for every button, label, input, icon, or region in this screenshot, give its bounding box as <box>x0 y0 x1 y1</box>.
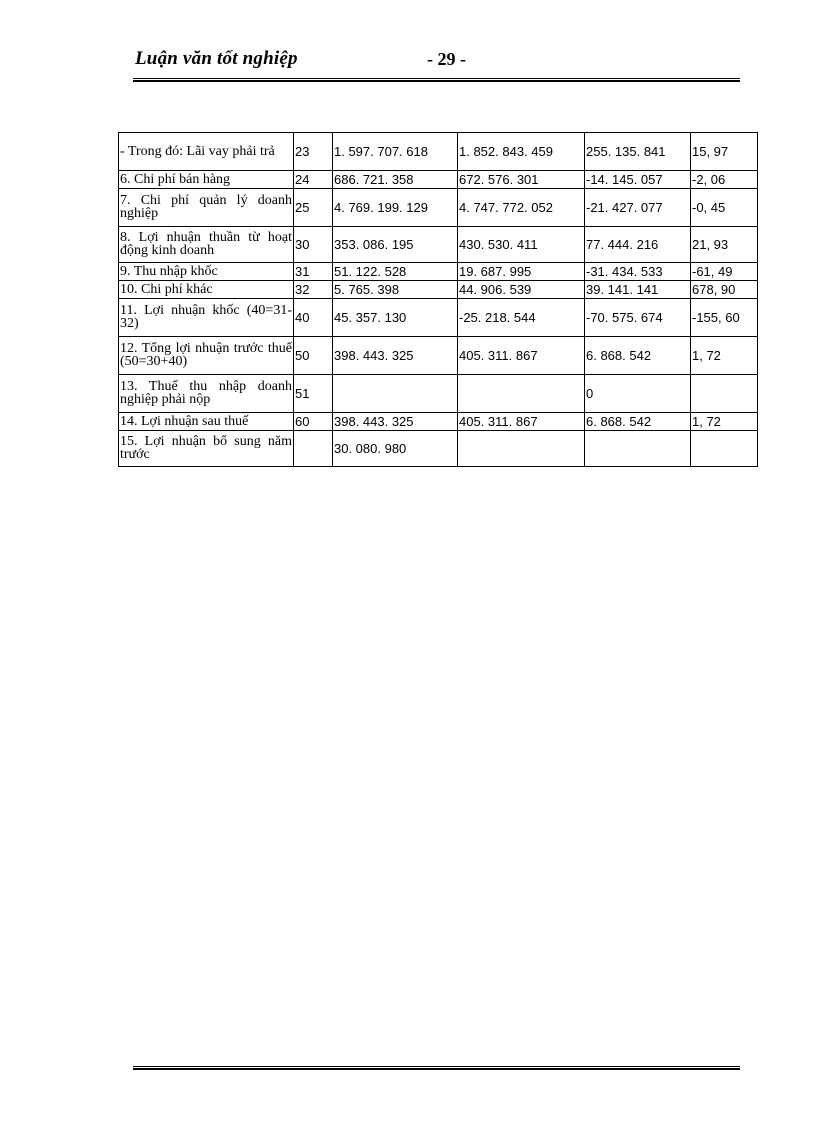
row-label: 7. Chi phí quản lý doanh nghiệp <box>119 189 294 227</box>
row-value-year1: 30. 080. 980 <box>333 431 458 467</box>
row-code <box>294 431 333 467</box>
footer-rule <box>133 1066 740 1070</box>
row-percent: 1, 72 <box>691 337 758 375</box>
table-row <box>119 431 758 467</box>
row-difference: -70. 575. 674 <box>585 299 691 337</box>
row-value-year2 <box>458 431 585 467</box>
row-label: 15. Lợi nhuận bổ sung năm trước <box>119 431 294 467</box>
table-row <box>119 133 758 171</box>
row-value-year2: 4. 747. 772. 052 <box>458 189 585 227</box>
row-value-year2: 405. 311. 867 <box>458 413 585 431</box>
row-value-year2: 1. 852. 843. 459 <box>458 133 585 171</box>
row-label: 11. Lợi nhuận khốc (40=31-32) <box>119 299 294 337</box>
row-value-year1: 45. 357. 130 <box>333 299 458 337</box>
row-value-year1: 353. 086. 195 <box>333 227 458 263</box>
row-percent: 21, 93 <box>691 227 758 263</box>
row-value-year2: 430. 530. 411 <box>458 227 585 263</box>
row-percent <box>691 375 758 413</box>
row-code: 30 <box>294 227 333 263</box>
row-percent: 1, 72 <box>691 413 758 431</box>
row-value-year1: 398. 443. 325 <box>333 413 458 431</box>
row-difference: -14. 145. 057 <box>585 171 691 189</box>
row-difference: -21. 427. 077 <box>585 189 691 227</box>
row-code: 25 <box>294 189 333 227</box>
row-value-year2: -25. 218. 544 <box>458 299 585 337</box>
row-difference <box>585 431 691 467</box>
row-label: 13. Thuế thu nhập doanh nghiệp phải nộp <box>119 375 294 413</box>
page-number: - 29 - <box>427 49 466 69</box>
row-code: 23 <box>294 133 333 171</box>
row-label: 6. Chi phí bán hàng <box>119 171 294 189</box>
row-difference: 6. 868. 542 <box>585 337 691 375</box>
row-difference: -31. 434. 533 <box>585 263 691 281</box>
row-value-year1: 4. 769. 199. 129 <box>333 189 458 227</box>
row-percent: -2, 06 <box>691 171 758 189</box>
row-code: 50 <box>294 337 333 375</box>
row-percent: 678, 90 <box>691 281 758 299</box>
row-label: 12. Tổng lợi nhuận trước thuế (50=30+40) <box>119 337 294 375</box>
row-value-year2: 672. 576. 301 <box>458 171 585 189</box>
row-percent: 15, 97 <box>691 133 758 171</box>
table-row <box>119 189 758 227</box>
row-label: 14. Lợi nhuận sau thuế <box>119 413 294 431</box>
row-value-year2: 44. 906. 539 <box>458 281 585 299</box>
row-value-year1: 1. 597. 707. 618 <box>333 133 458 171</box>
row-value-year2: 19. 687. 995 <box>458 263 585 281</box>
income-statement-table <box>118 132 758 467</box>
table-row <box>119 337 758 375</box>
table-row <box>119 227 758 263</box>
row-value-year1: 5. 765. 398 <box>333 281 458 299</box>
running-header-title: Luận văn tốt nghiệp <box>135 48 298 69</box>
row-percent: -155, 60 <box>691 299 758 337</box>
row-percent: -61, 49 <box>691 263 758 281</box>
row-percent <box>691 431 758 467</box>
row-code: 31 <box>294 263 333 281</box>
row-code: 51 <box>294 375 333 413</box>
row-value-year1 <box>333 375 458 413</box>
table-row <box>119 413 758 431</box>
row-code: 40 <box>294 299 333 337</box>
table-row <box>119 171 758 189</box>
row-value-year2: 405. 311. 867 <box>458 337 585 375</box>
row-percent: -0, 45 <box>691 189 758 227</box>
row-code: 24 <box>294 171 333 189</box>
row-difference: 255. 135. 841 <box>585 133 691 171</box>
row-difference: 0 <box>585 375 691 413</box>
row-difference: 39. 141. 141 <box>585 281 691 299</box>
header-rule <box>133 78 740 82</box>
row-label: 8. Lợi nhuận thuần từ hoạt động kinh doanh <box>119 227 294 263</box>
table-row <box>119 281 758 299</box>
row-label: 10. Chi phí khác <box>119 281 294 299</box>
table-row <box>119 263 758 281</box>
row-code: 32 <box>294 281 333 299</box>
row-code: 60 <box>294 413 333 431</box>
row-difference: 77. 444. 216 <box>585 227 691 263</box>
row-value-year1: 398. 443. 325 <box>333 337 458 375</box>
row-label: 9. Thu nhập khốc <box>119 263 294 281</box>
row-label: - Trong đó: Lãi vay phải trả <box>119 133 294 171</box>
table-row <box>119 299 758 337</box>
row-value-year1: 686. 721. 358 <box>333 171 458 189</box>
table-row <box>119 375 758 413</box>
row-value-year2 <box>458 375 585 413</box>
row-value-year1: 51. 122. 528 <box>333 263 458 281</box>
row-difference: 6. 868. 542 <box>585 413 691 431</box>
